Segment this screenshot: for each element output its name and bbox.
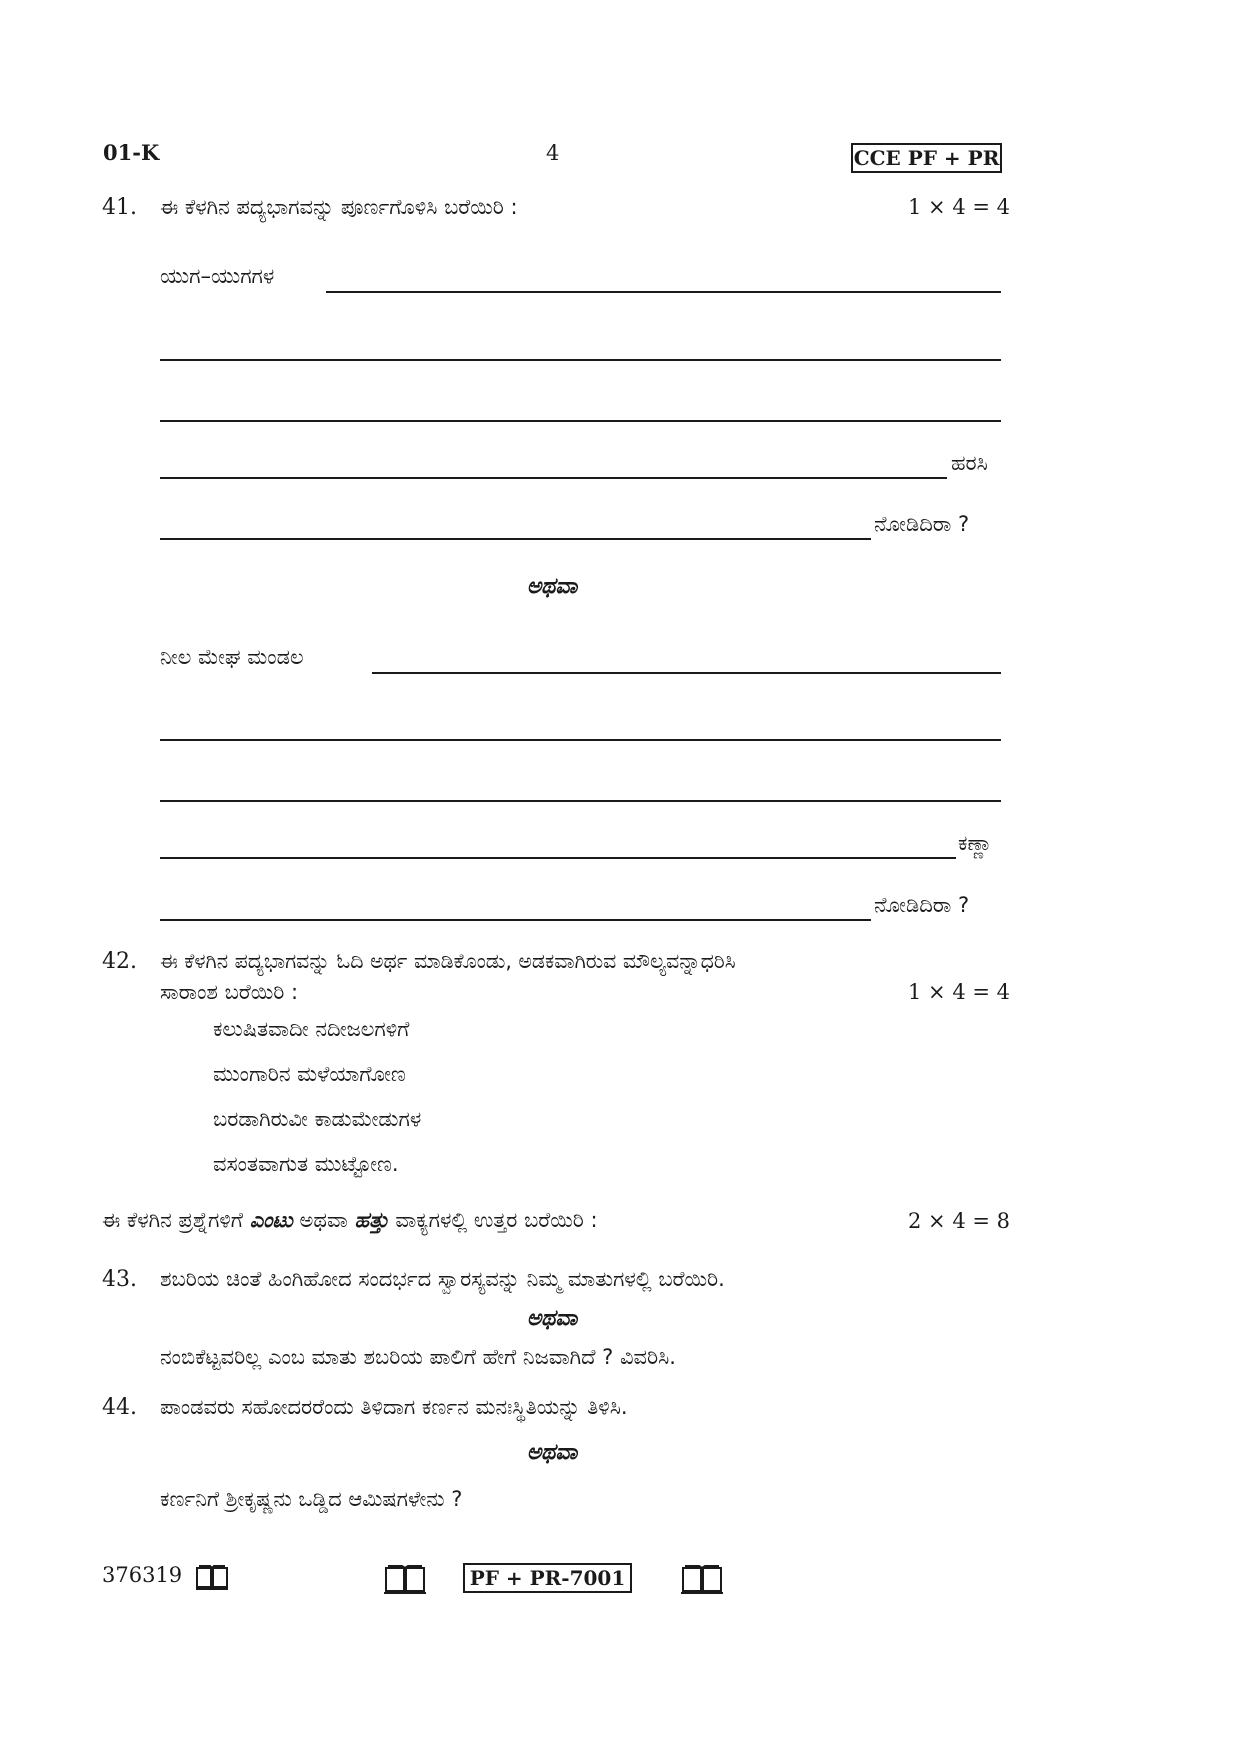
q41-instruction: ಈ ಕೆಳಗಿನ ಪದ್ಯಭಾಗವನ್ನು ಪೂರ್ಣಗೊಳಿಸಿ ಬರೆಯಿರಿ : — [160, 195, 518, 219]
section-bold-eight: ಎಂಟು — [249, 1208, 293, 1232]
q42-instruction-line2: ಸಾರಾಂಶ ಬರೆಯಿರಿ : — [160, 980, 299, 1004]
q41-poem1-end4: ನೋಡಿದಿರಾ ? — [874, 512, 970, 536]
section-instruction: ಈ ಕೆಳಗಿನ ಪ್ರಶ್ನೆಗಳಿಗೆ ಎಂಟು ಅಥವಾ ಹತ್ತು ವಾಕ್ಯಗಳಲ್ಲಿ ಉತ್ತರ ಬರೆಯಿರಿ : — [102, 1208, 598, 1232]
book-icon — [383, 1563, 427, 1595]
answer-line — [160, 739, 1001, 741]
q43-alternative: ನಂಬಿಕೆಟ್ಟವರಿಲ್ಲ ಎಂಬ ಮಾತು ಶಬರಿಯ ಪಾಲಿಗೆ ಹೇಗೆ ನಿಜವಾಗಿದೆ ? ವಿವರಿಸಿ. — [160, 1345, 676, 1369]
poem-line: ಬರಡಾಗಿರುವೀ ಕಾಡುಮೇಡುಗಳ — [213, 1107, 422, 1131]
serial-number: 376319 — [102, 1563, 183, 1587]
paper-code: 01-K — [103, 140, 160, 165]
answer-line — [160, 538, 871, 540]
or-label: ಅಥವಾ — [526, 574, 578, 599]
book-icon — [195, 1564, 229, 1590]
or-label: ಅಥವಾ — [526, 1440, 578, 1465]
section-marks: 2 × 4 = 8 — [908, 1209, 1010, 1233]
q42-marks: 1 × 4 = 4 — [908, 980, 1010, 1004]
q43-text: ಶಬರಿಯ ಚಿಂತೆ ಹಿಂಗಿಹೋದ ಸಂದರ್ಭದ ಸ್ವಾರಸ್ಯವನ್ನು ನಿಮ್ಮ ಮಾತುಗಳಲ್ಲಿ ಬರೆಯಿರಿ. — [160, 1267, 725, 1291]
answer-line — [160, 800, 1001, 802]
q42-instruction-line1: ಈ ಕೆಳಗಿನ ಪದ್ಯಭಾಗವನ್ನು ಓದಿ ಅರ್ಥ ಮಾಡಿಕೊಂಡು, ಅಡಕವಾಗಿರುವ ಮೌಲ್ಯವನ್ನಾಧರಿಸಿ — [160, 949, 736, 973]
poem-line: ವಸಂತವಾಗುತ ಮುಟ್ಟೋಣ. — [213, 1152, 399, 1176]
or-label: ಅಥವಾ — [526, 1306, 578, 1331]
answer-line — [160, 359, 1001, 361]
q41-marks: 1 × 4 = 4 — [908, 195, 1010, 219]
paper-code-box: PF + PR-7001 — [463, 1563, 632, 1593]
answer-line — [160, 420, 1001, 422]
q44-text: ಪಾಂಡವರು ಸಹೋದರರೆಂದು ತಿಳಿದಾಗ ಕರ್ಣನ ಮನಃಸ್ಥಿತಿಯನ್ನು ತಿಳಿಸಿ. — [160, 1395, 628, 1419]
q41-poem2-end3: ಕಣ್ಣಾ — [958, 831, 993, 855]
q41-poem1-end3: ಹರಸಿ — [951, 451, 988, 475]
q44-number: 44. — [102, 1395, 137, 1420]
poem-line: ಮುಂಗಾರಿನ ಮಳೆಯಾಗೋಣ — [213, 1062, 406, 1086]
q42-number: 42. — [102, 949, 137, 974]
q41-poem1-start: ಯುಗ–ಯುಗಗಳ — [160, 264, 275, 288]
q43-number: 43. — [102, 1267, 137, 1292]
answer-line — [160, 919, 871, 921]
series-box: CCE PF + PR — [851, 143, 1002, 173]
q41-poem2-start: ನೀಲ ಮೇಘ ಮಂಡಲ — [160, 645, 304, 669]
answer-line — [326, 291, 1001, 293]
poem-line: ಕಲುಷಿತವಾದೀ ನದೀಜಲಗಳಿಗೆ — [213, 1017, 410, 1041]
book-icon — [680, 1563, 724, 1595]
page-number: 4 — [546, 141, 560, 165]
answer-line — [160, 857, 956, 859]
answer-line — [372, 672, 1001, 674]
q44-alternative: ಕರ್ಣನಿಗೆ ಶ್ರೀಕೃಷ್ಣನು ಒಡ್ಡಿದ ಆಮಿಷಗಳೇನು ? — [160, 1487, 463, 1511]
q41-poem2-end4: ನೋಡಿದಿರಾ ? — [874, 893, 970, 917]
section-bold-ten: ಹತ್ತು — [354, 1208, 389, 1232]
answer-line — [160, 477, 947, 479]
q41-number: 41. — [102, 195, 137, 220]
